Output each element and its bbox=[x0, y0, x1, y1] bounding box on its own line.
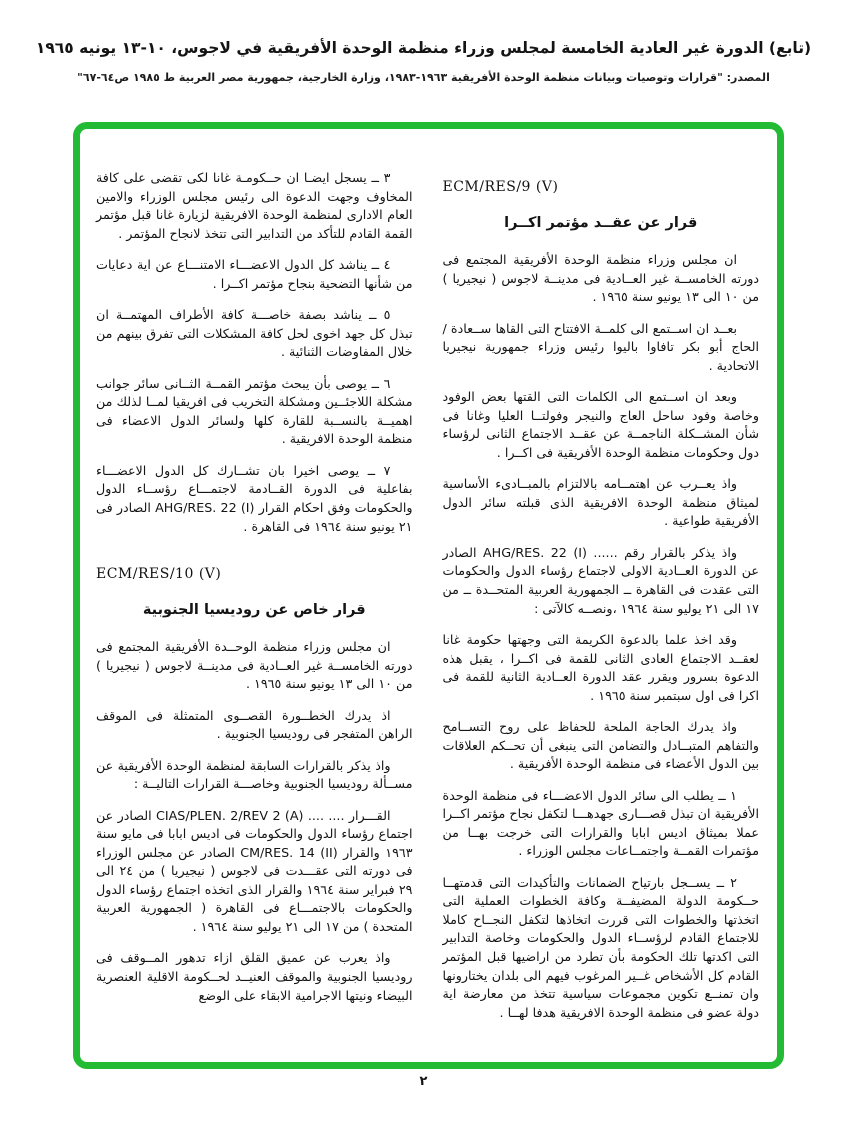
column-right bbox=[443, 163, 760, 1035]
paragraph: ٦ ــ يوصى بأن يبحث مؤتمر القمــة الثــانى سائر جوانب مشكلة اللاجئــين ومشكلة التخريب فى افريقيا لمــا لذلك من اهميــة بالنســبة للقارة كلها ولسائر الدول الاعضاء فى منظمة الوحدة الافريقية . bbox=[96, 375, 413, 447]
annotation-border-box bbox=[73, 122, 784, 1069]
paragraph: ١ ــ يطلب الى سائر الدول الاعضـــاء فى منظمة الوحدة الأفريقية ان تبذل قصـــارى جهدهـــا لتكفل نجاح مؤتمر اكــرا عملا بميثاق اديس ابابا والقرارات التى خرجت بهــا من مؤتمرات القمــة واجتمــاعات مجلس الوزراء . bbox=[442, 787, 759, 859]
paragraph: ٣ ــ يسجل ايضـا ان حــكومـة غانا لكى تقضى على كافة المخاوف وجهت الدعوة الى رئيس مجلس الوزراء والامين العام الادارى لمنظمة الوحدة الافريقية لزيارة غانا قبل مؤتمر القمة القادم للتأكد من التدابير التى تتخذ لانجاح المؤتمر . bbox=[96, 170, 413, 241]
paragraph: اذ يدرك الخطــورة القصــوى المتمثلة فى الموقف الراهن المتفجر فى روديسيا الجنوبية . bbox=[96, 707, 413, 742]
paragraph: واذ يذكر بالقرارات السابقة لمنظمة الوحدة الأفريقية عن مســألة روديسيا الجنوبية وخاصـــة القرارات التاليــة : bbox=[96, 757, 413, 792]
resolution-code: ECM/RES/10 (V) bbox=[96, 566, 222, 583]
paragraph: القـــرار .... .... CIAS/PLEN. 2/REV 2 (A) الصادر عن اجتماع رؤساء الدول والحكومات فى اديس ابابا فى مايو سنة ١٩٦٣ والقرار CM/RES. 14 (II) الصادر عن مجلس الوزراء فى دورته التى عقـــدت فى لاجوس ( نيجيريا ) من ٢٤ الى ٢٩ فبراير سنة ١٩٦٤ والقرار الذى اتخذه اجتماع رؤساء الدول والحكومات بالاجتمـــاع فى القاهرة ( الجمهورية العربية المتحدة ) من ١٧ الى ٢١ يوليو سنة ١٩٦٤ . bbox=[96, 807, 413, 934]
paragraph: ٥ ــ يناشد بصفة خاصـــة كافة الأطراف المهتمــة ان تبذل كل جهد اخوى لحل كافة المشكلات التى تفرق بينهم من خلال المفاوضات الثنائية . bbox=[96, 307, 413, 360]
page-header bbox=[0, 38, 847, 84]
column-left bbox=[96, 163, 413, 1018]
paragraph: وقد اخذ علما بالدعوة الكريمة التى وجهتها حكومة غانا لعقــد الاجتماع العادى الثانى للقمة فى اكــرا ، يقبل هذه الدعوة بسرور ويقرر عقد الدورة العــادية الثانية للقمة فى اكرا فى اول سبتمبر سنة ١٩٦٥ . bbox=[442, 632, 759, 703]
paragraph: ٧ ــ يوصى اخيرا بان تشــارك كل الدول الاعضـــاء بفاعلية فى الدورة القــادمة لاجتمـــاع رؤســاء الدول والحكومات وفق احكام القرار AHG/RES. 22 (I) الصادر فى ٢١ يونيو سنة ١٩٦٤ فى القاهرة . bbox=[96, 462, 413, 534]
resolution-title: قرار خاص عن روديسيا الجنوبية bbox=[142, 602, 366, 619]
two-column-layout bbox=[96, 163, 759, 1035]
resolution-title: قرار عن عقــد مؤتمر اكــرا bbox=[504, 215, 698, 231]
paragraph: ٢ ــ يســجل بارتياح الضمانات والتأكيدات التى قدمتهــا حــكومة الدولة المضيفــة وكافة الخطوات العملية التى اتخذتها والخطوات التى قررت اتخاذها لتكفل النجــاح كاملا للاجتماع القادم لرؤســاء الدول والحكومات وخاصة التدابير التى اكدتها تلك الحكومة بأن تطرد من اراضيها قبل المؤتمر القادم كل الأشخاص غــير المرغوب فيهم الى بلدان يختارونها وان تمنــع تكوين مجموعات سياسية تتخذ من معارضة اية دولة عضو فى منظمة الوحدة الافريقية هدفا لهــا . bbox=[442, 874, 759, 1020]
resolution-code: ECM/RES/9 (V) bbox=[442, 179, 559, 195]
paragraph: ان مجلس وزراء منظمة الوحــدة الأفريقية المجتمع فى دورته الخامســة غير العــادية فى مدينــة لاجوس ( نيجيريا ) من ١٠ الى ١٣ يونيو سنة ١٩٦٥ . bbox=[96, 639, 413, 692]
paragraph: واذ يذكر بالقرار رقم ...... AHG/RES. 22 (I) الصادر عن الدورة العــادية الاولى لاجتماع رؤساء الدول والحكومات التى عقدت فى القاهرة ــ الجمهورية العربية المتحــدة ــ من ١٧ الى ٢١ يوليو سنة ١٩٦٤ ،ونصــه كالآتى : bbox=[442, 544, 759, 616]
paragraph: واذ يدرك الحاجة الملحة للحفاظ على روح التســامح والتفاهم المتبــادل والتضامن التى ينبغى أن تحــكم العلاقات بين الدول الأعضاء فى منظمة الوحدة الأفريقية . bbox=[442, 719, 759, 772]
document-source: المصدر: "قرارات وتوصيات وبيانات منظمة الوحدة الأفريقية ١٩٦٣-١٩٨٣، وزارة الخارجية، جمهورية مصر العربية ط ١٩٨٥ ص٦٤-٦٧" bbox=[77, 71, 770, 85]
paragraph: ان مجلس وزراء منظمة الوحدة الأفريقية المجتمع فى دورته الخامســة غير العــادية فى مدينــة لاجوس ( نيجيريا ) من ١٠ الى ١٣ يونيو سنة ١٩٦٥ . bbox=[442, 252, 759, 305]
page-number: ٢ bbox=[419, 1074, 428, 1089]
document-title: (تابع) الدورة غير العادية الخامسة لمجلس وزراء منظمة الوحدة الأفريقية في لاجوس، ١٠-١٣ يونيه ١٩٦٥ bbox=[35, 39, 812, 57]
paragraph: وبعد ان اســتمع الى الكلمات التى القتها بعض الوفود وخاصة وفود ساحل العاج والنيجر وفولتــا العليا وغانا فى شأن المشــكلة الناجمــة عن عقــد الاجتماع الثانى لرؤساء دول وحكومات منظمة الوحدة الأفريقية فى اكــرا . bbox=[442, 389, 759, 460]
paragraph: واذ يعــرب عن اهتمــامه بالالتزام بالمبــادىء الأساسية لميثاق منظمة الوحدة الافريقية الذى قبلته سائر الدول الأفريقية طواعية . bbox=[442, 476, 759, 529]
paragraph: بعــد ان اســتمع الى كلمــة الافتتاح التى القاها ســعادة / الحاج أبو بكر تافاوا باليوا رئيس وزراء جمهورية نيجيريا الاتحادية . bbox=[442, 320, 759, 373]
paragraph: ٤ ــ يناشد كل الدول الاعضـــاء الامتنـــاع عن اية دعايات من شأنها التضحية بنجاح مؤتمر اكــرا . bbox=[96, 257, 413, 291]
paragraph: واذ يعرب عن عميق القلق ازاء تدهور المــوقف فى روديسيا الجنوبية والموقف العنيــد لحــكومة الاقلية العنصرية البيضاء ونيتها الاجرامية الابقاء على الوضع bbox=[96, 950, 413, 1003]
